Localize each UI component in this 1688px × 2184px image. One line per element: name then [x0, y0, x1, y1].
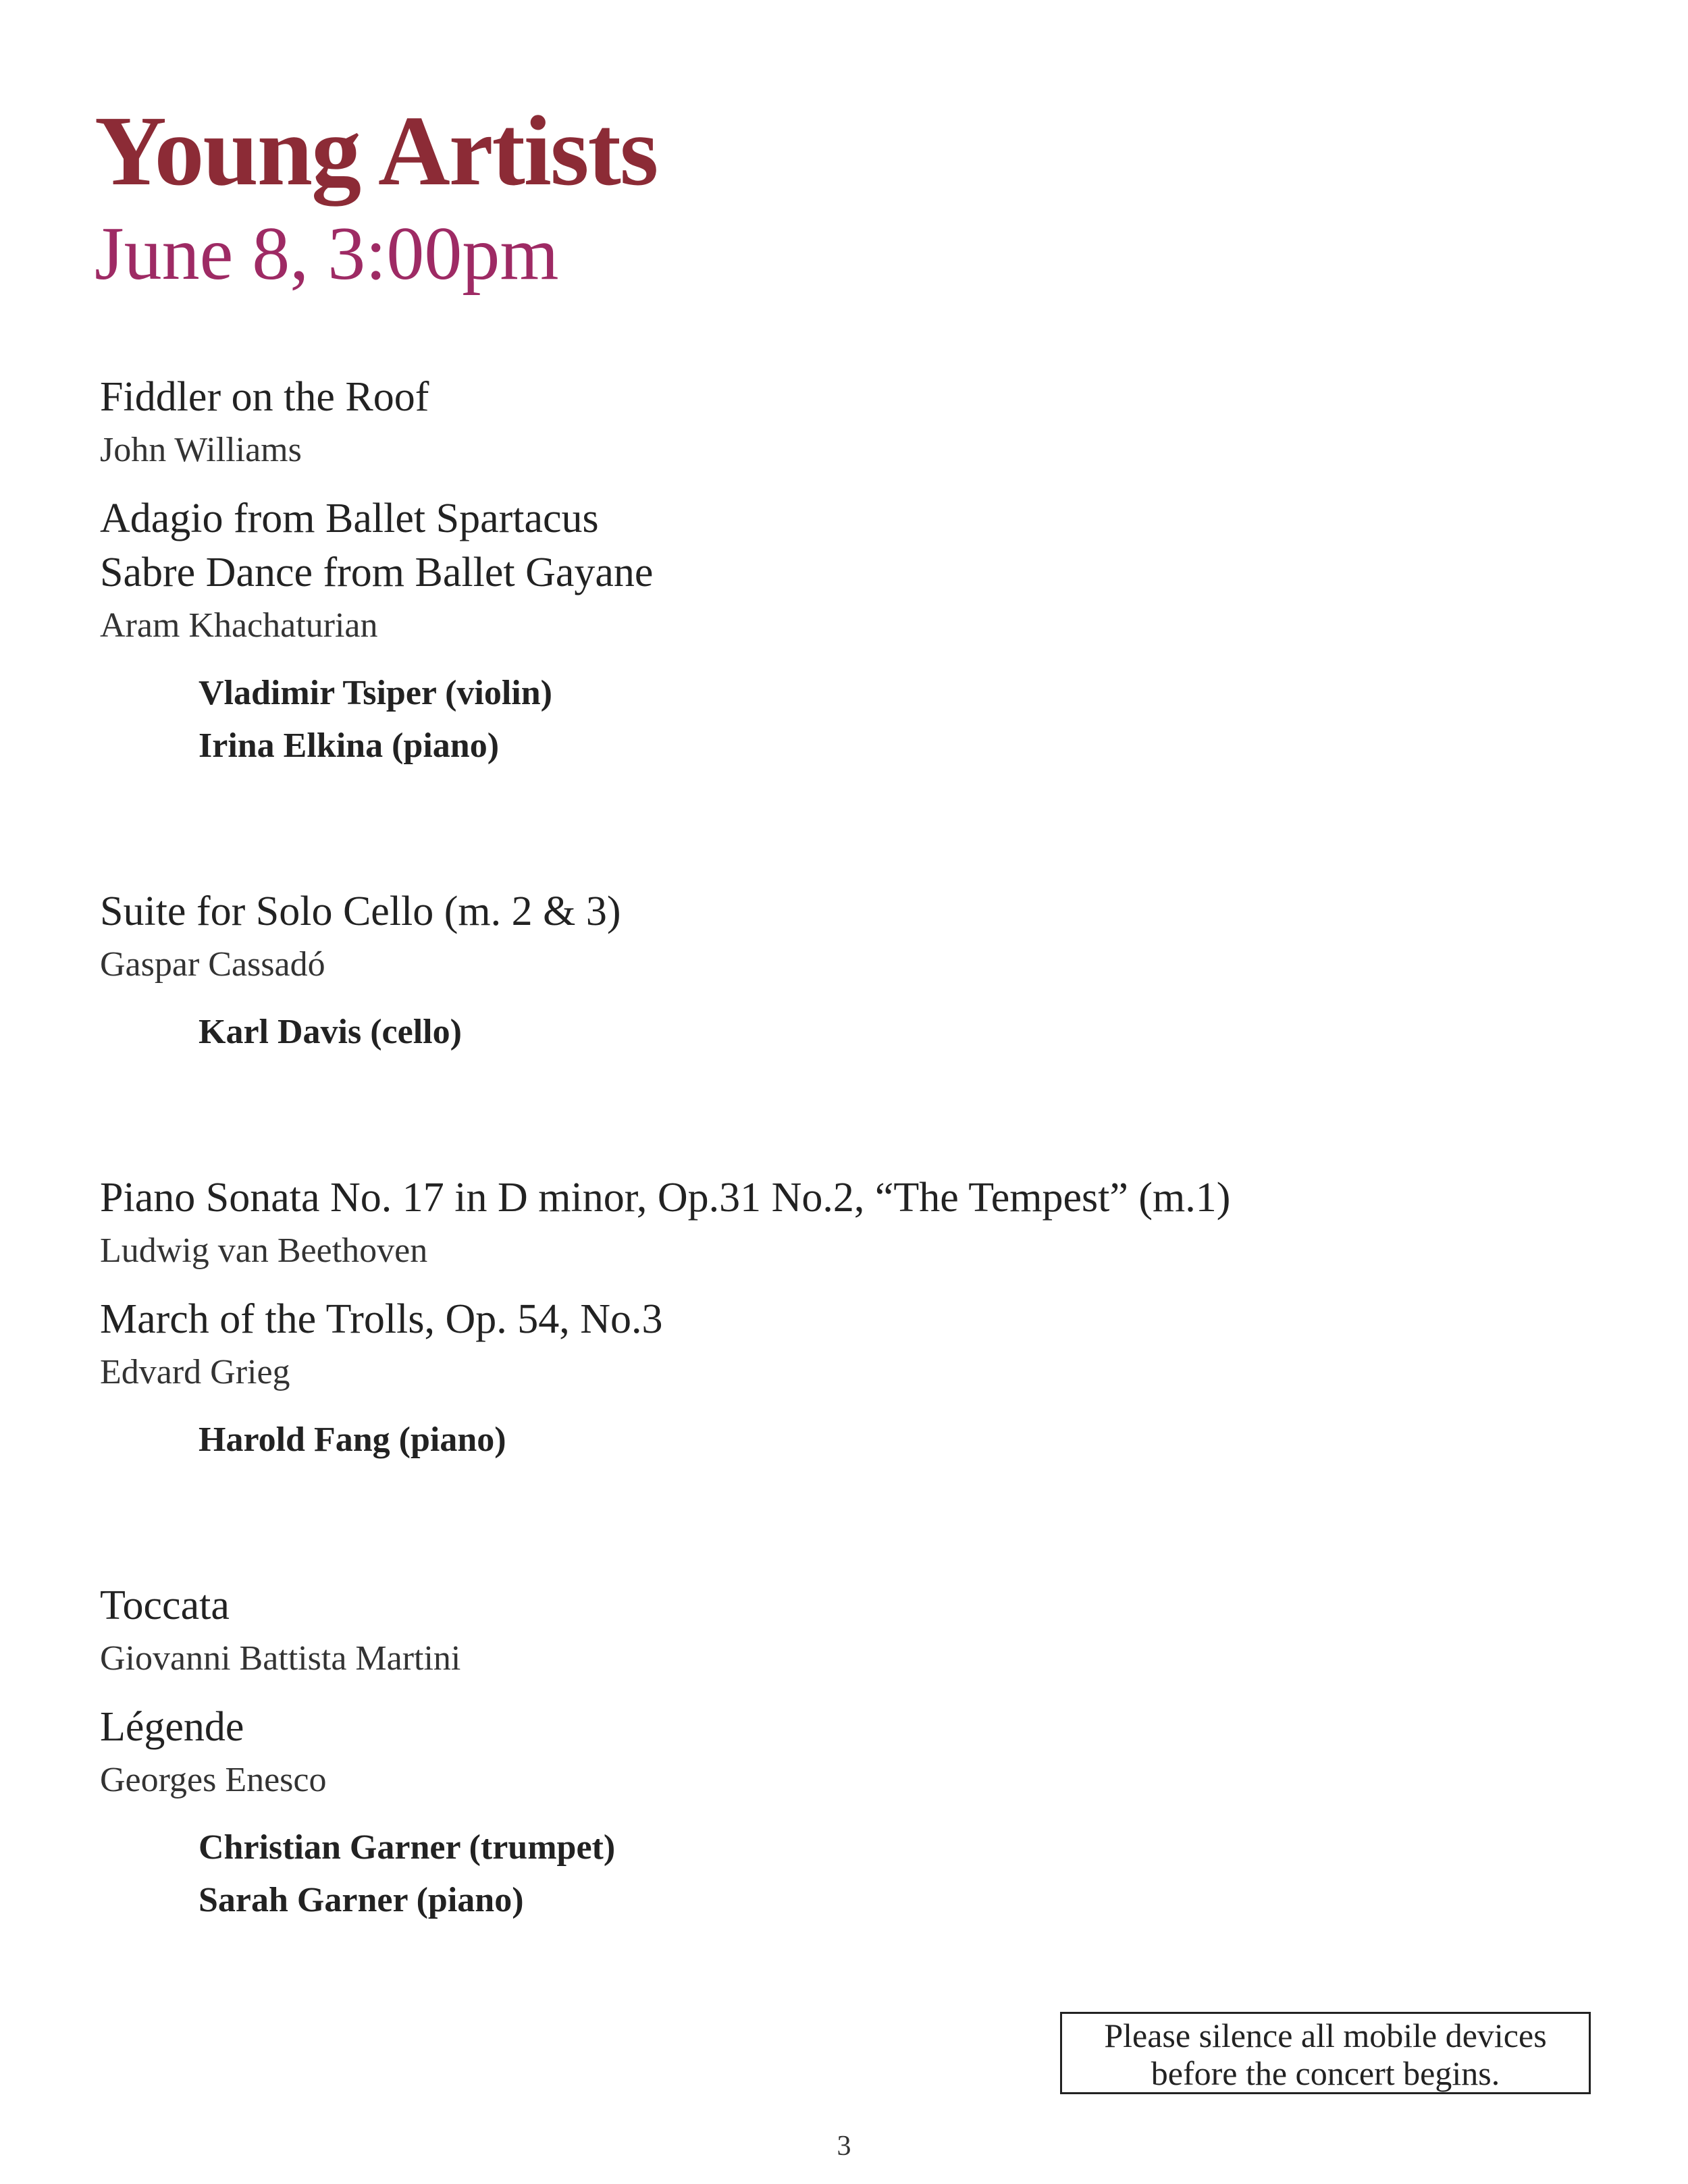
- program-work: [100, 1292, 1585, 1399]
- mobile-devices-notice: [1060, 2012, 1591, 2094]
- program-work: [100, 491, 1585, 652]
- composer-name: John Williams: [100, 431, 302, 469]
- composer-name: Ludwig van Beethoven: [100, 1231, 428, 1270]
- performer-list: [100, 1414, 1585, 1466]
- composer-name: Georges Enesco: [100, 1761, 327, 1799]
- work-title: Suite for Solo Cello (m. 2 & 3): [100, 888, 621, 934]
- performer-list: [100, 667, 1585, 772]
- work-title: March of the Trolls, Op. 54, No.3: [100, 1296, 663, 1342]
- program-list: [100, 370, 1585, 1927]
- program-work: [100, 884, 1585, 991]
- program-group: [100, 370, 1585, 772]
- performer-name: Sarah Garner (piano): [199, 1881, 524, 1919]
- program-group: [100, 1578, 1585, 1927]
- work-title: Adagio from Ballet Spartacus: [100, 496, 599, 541]
- page-number: 3: [837, 2131, 851, 2162]
- program-work: [100, 1578, 1585, 1685]
- program-work: [100, 370, 1585, 477]
- performer-name: Harold Fang (piano): [199, 1420, 506, 1459]
- performer-name: Karl Davis (cello): [199, 1013, 462, 1051]
- composer-name: Giovanni Battista Martini: [100, 1639, 461, 1678]
- composer-name: Aram Khachaturian: [100, 606, 378, 645]
- work-title: Toccata: [100, 1582, 230, 1628]
- work-title: Sabre Dance from Ballet Gayane: [100, 550, 654, 595]
- program-work: [100, 1171, 1585, 1277]
- performer-list: [100, 1006, 1585, 1059]
- work-title: Piano Sonata No. 17 in D minor, Op.31 No.2, “The Tempest” (m.1): [100, 1175, 1231, 1221]
- program-group: [100, 1171, 1585, 1466]
- program-work: [100, 1700, 1585, 1807]
- page-title: Young Artists: [95, 96, 658, 207]
- performer-list: [100, 1821, 1585, 1927]
- performer-name: Vladimir Tsiper (violin): [199, 674, 552, 712]
- performer-name: Irina Elkina (piano): [199, 726, 500, 765]
- performer-name: Christian Garner (trumpet): [199, 1828, 616, 1867]
- notice-line: Please silence all mobile devices: [1104, 2017, 1547, 2054]
- work-title: Légende: [100, 1704, 244, 1750]
- concert-date: June 8, 3:00pm: [95, 212, 559, 296]
- program-header: [95, 96, 658, 296]
- composer-name: Gaspar Cassadó: [100, 945, 325, 984]
- program-group: [100, 884, 1585, 1059]
- notice-line: before the concert begins.: [1151, 2054, 1500, 2092]
- composer-name: Edvard Grieg: [100, 1353, 290, 1391]
- work-title: Fiddler on the Roof: [100, 374, 429, 420]
